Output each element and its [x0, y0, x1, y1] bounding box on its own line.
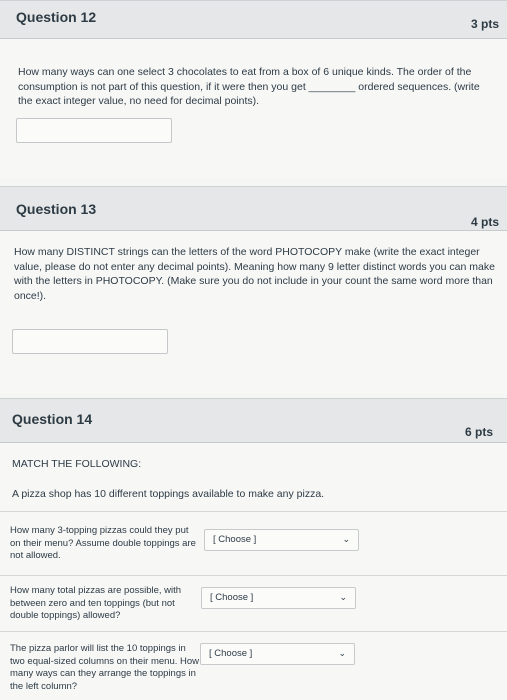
match-divider — [0, 511, 507, 512]
question-14-header — [0, 399, 507, 443]
question-13-answer-input[interactable] — [12, 329, 168, 354]
match-row — [0, 637, 507, 692]
question-12-answer-input[interactable] — [16, 118, 172, 143]
match-select-value: [ Choose ] — [213, 534, 257, 545]
match-prompt: How many 3-topping pizzas could they put on their menu? Assume double toppings are not allowed. — [10, 525, 196, 561]
question-14-intro: A pizza shop has 10 different toppings available to make any pizza. — [12, 488, 325, 500]
question-13-title: Question 13 — [16, 201, 97, 217]
question-13-points: 4 pts — [470, 215, 499, 229]
question-12-header — [0, 1, 507, 39]
question-14-card — [0, 398, 507, 700]
chevron-down-icon: ⌄ — [338, 648, 346, 658]
question-13-header — [0, 187, 507, 231]
match-divider — [0, 575, 507, 576]
match-row — [0, 581, 507, 629]
question-13-text: How many DISTINCT strings can the letters of the word PHOTOCOPY make (write the exact integer value, please do not enter any decimal points). Meaning how many 9 letter distinct words you can make with the letters in PHOTOCOPY. (Make sure you do not include in your count the same word more than once!). — [14, 246, 495, 302]
match-prompt: How many total pizzas are possible, with between zero and ten toppings (but not double toppings) allowed? — [10, 585, 182, 621]
match-row — [0, 521, 507, 569]
question-14-instruction: MATCH THE FOLLOWING: — [12, 458, 142, 470]
chevron-down-icon: ⌄ — [339, 592, 347, 602]
match-prompt: The pizza parlor will list the 10 toppings in two equal-sized columns on their menu. How many ways can they arrange the toppings in the left column? — [10, 643, 200, 692]
question-12-points: 3 pts — [470, 17, 499, 31]
question-12-title: Question 12 — [16, 9, 97, 25]
match-divider — [0, 631, 507, 632]
match-select-value: [ Choose ] — [209, 648, 253, 659]
match-select-3[interactable] — [200, 643, 355, 665]
question-13-card — [0, 186, 507, 394]
question-12-card — [0, 0, 507, 178]
match-select-1[interactable] — [204, 529, 359, 551]
question-12-text: How many ways can one select 3 chocolates to eat from a box of 6 unique kinds. The order of the consumption is not part of this question, if it were then you get ________ ordered sequences. (write the exact integer value, no need for decimal points). — [18, 66, 480, 107]
match-select-value: [ Choose ] — [210, 592, 254, 603]
question-14-points: 6 pts — [464, 425, 493, 439]
question-14-title: Question 14 — [12, 411, 93, 427]
chevron-down-icon: ⌄ — [342, 534, 350, 544]
match-select-2[interactable] — [201, 587, 356, 609]
